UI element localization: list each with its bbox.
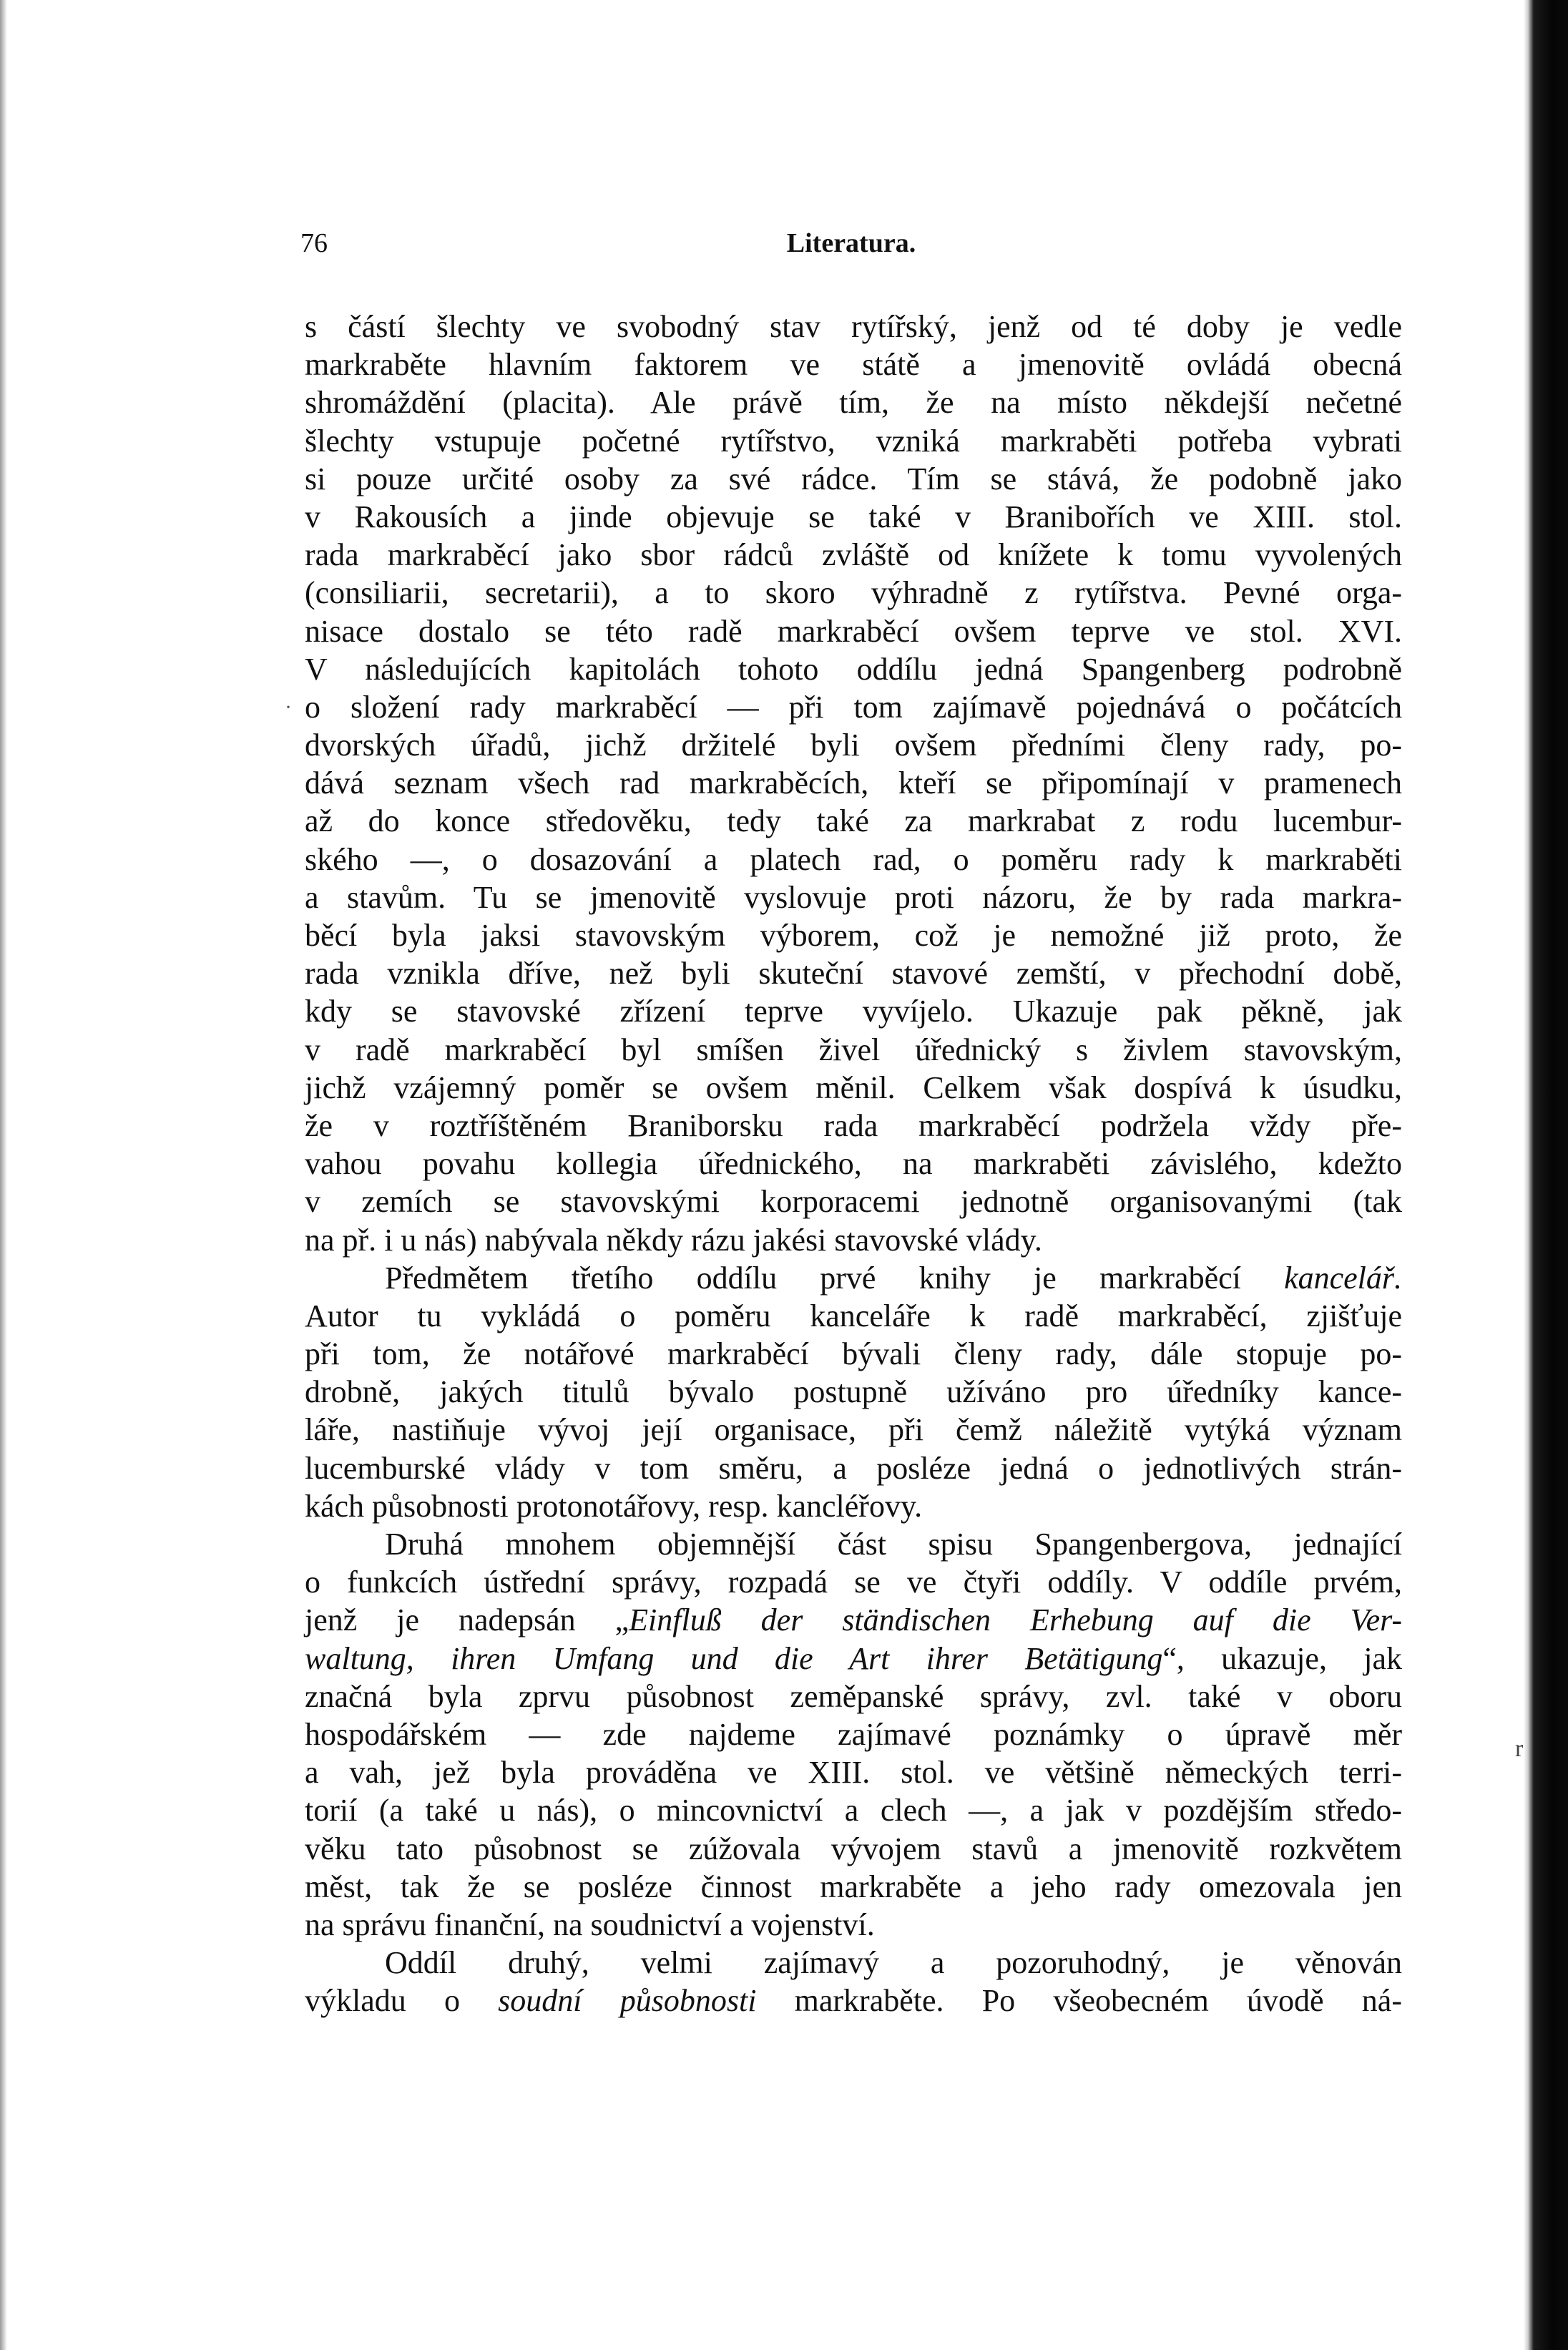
emphasis: kancelář. (1284, 1260, 1402, 1296)
text-line: že v roztříštěném Braniborsku rada markraběcí podržela vždy pře- (305, 1107, 1402, 1143)
text-line: nisace dostalo se této radě markraběcí ovšem teprve ve stol. XVI. (305, 613, 1402, 649)
text-line: a stavům. Tu se jmenovitě vyslovuje proti názoru, že by rada markra- (305, 879, 1402, 915)
text-line: lucemburské vlády v tom směru, a posléze jedná o jednotlivých strán- (305, 1450, 1402, 1486)
text-line: značná byla zprvu působnost zeměpanské správy, zvl. také v oboru (305, 1678, 1402, 1714)
text-line: šlechty vstupuje početné rytířstvo, vzniká markraběti potřeba vybrati (305, 423, 1402, 459)
page-header (300, 227, 1402, 270)
text-line: V následujících kapitolách tohoto oddílu jedná Spangenberg podrobně (305, 651, 1402, 687)
margin-mark-right: r (1515, 1735, 1524, 1762)
text-line: rada markraběcí jako sbor rádců zvláště od knížete k tomu vyvolených (305, 537, 1402, 573)
text-line: dává seznam všech rad markraběcích, kteří se připomínají v pramenech (305, 765, 1402, 801)
text-line: Druhá mnohem objemnější část spisu Spangenbergova, jednající (385, 1527, 1402, 1562)
text-line: láře, nastiňuje vývoj její organisace, při čemž náležitě vytýká význam (305, 1412, 1402, 1448)
text-line: o složení rady markraběcí — při tom zajímavě pojednává o počátcích (305, 689, 1402, 725)
text-line: kdy se stavovské zřízení teprve vyvíjelo. Ukazuje pak pěkně, jak (305, 994, 1402, 1029)
text-line: Autor tu vykládá o poměru kanceláře k radě markraběcí, zjišťuje (305, 1298, 1402, 1333)
text-line: o funkcích ústřední správy, rozpadá se ve čtyři oddíly. V oddíle prvém, (305, 1565, 1402, 1600)
text-run: Předmětem třetího oddílu prvé knihy je markraběcí (385, 1260, 1241, 1296)
text-line: jichž vzájemný poměr se ovšem měnil. Celkem však dospívá k úsudku, (305, 1069, 1402, 1105)
emphasis: waltung, ihren Umfang und die Art ihrer Betätigung (305, 1640, 1163, 1676)
emphasis: soudní působnosti (498, 1983, 757, 2019)
text-line: markraběte hlavním faktorem ve státě a jmenovitě ovládá obecná (305, 347, 1402, 383)
text-line: s částí šlechty ve svobodný stav rytířský, jenž od té doby je vedle (305, 309, 1402, 344)
text-line: ského —, o dosazování a platech rad, o poměru rady k markraběti (305, 841, 1402, 877)
text-run: markraběte. Po všeobecném úvodě ná- (756, 1983, 1402, 2019)
text-line: na správu finanční, na soudnictví a vojenství. (305, 1906, 875, 1942)
text-line: si pouze určité osoby za své rádce. Tím se stává, že podobně jako (305, 461, 1402, 496)
text-line: Oddíl druhý, velmi zajímavý a pozoruhodný, je věnován (385, 1945, 1402, 1981)
body-text (305, 308, 1402, 2019)
text-line: v zemích se stavovskými korporacemi jednotně organisovanými (tak (305, 1184, 1402, 1220)
scan-edge-right (1524, 0, 1568, 2350)
text-line (305, 1259, 1402, 1297)
text-line: dvorských úřadů, jichž držitelé byli ovšem předními členy rady, po- (305, 728, 1402, 763)
text-run: “, ukazuje, jak (1162, 1640, 1402, 1676)
text-line: (consiliarii, secretarii), a to skoro výhradně z rytířstva. Pevné orga- (305, 575, 1402, 611)
text-line: vahou povahu kollegia úřednického, na markraběti závislého, kdežto (305, 1146, 1402, 1182)
text-line: v Rakousích a jinde objevuje se také v Branibořích ve XIII. stol. (305, 499, 1402, 534)
text-line: hospodářském — zde najdeme zajímavé poznámky o úpravě měr (305, 1716, 1402, 1752)
page-number: 76 (300, 228, 328, 258)
text-line (305, 1601, 1402, 1639)
text-run: výkladu o (305, 1983, 499, 2019)
text-line: až do konce středověku, tedy také za markrabat z rodu lucembur- (305, 803, 1402, 839)
text-line: torií (a také u nás), o mincovnictví a clech —, a jak v pozdějším středo- (305, 1793, 1402, 1828)
text-line: věku tato působnost se zúžovala vývojem stavů a jmenovitě rozkvětem (305, 1831, 1402, 1866)
text-line: na př. i u nás) nabývala někdy rázu jakési stavovské vlády. (305, 1222, 1042, 1258)
text-run: jenž je nadepsán „ (305, 1602, 629, 1638)
text-line: shromáždění (placita). Ale právě tím, že na místo někdejší nečetné (305, 385, 1402, 421)
scan-edge-left (0, 0, 7, 2350)
emphasis: Einfluß der ständischen Erhebung auf die Ver- (629, 1602, 1402, 1638)
text-line: a vah, jež byla prováděna ve XIII. stol. ve většině německých terri- (305, 1755, 1402, 1791)
text-line: měst, tak že se posléze činnost markraběte a jeho rady omezovala jen (305, 1869, 1402, 1904)
margin-dot: · (285, 695, 292, 719)
text-line (305, 1982, 1402, 2019)
running-title: Literatura. (786, 228, 916, 258)
text-line: běcí byla jaksi stavovským výborem, což je nemožné již proto, že (305, 918, 1402, 953)
text-line (305, 1640, 1402, 1678)
text-line: při tom, že notářové markraběcí bývali členy rady, dále stopuje po- (305, 1336, 1402, 1372)
text-line: drobně, jakých titulů bývalo postupně užíváno pro úředníky kance- (305, 1374, 1402, 1410)
text-line: kách působnosti protonotářovy, resp. kancléřovy. (305, 1488, 923, 1524)
text-line: v radě markraběcí byl smíšen živel úřednický s živlem stavovským, (305, 1032, 1402, 1067)
text-line: rada vznikla dříve, než byli skuteční stavové zemští, v přechodní době, (305, 956, 1402, 992)
